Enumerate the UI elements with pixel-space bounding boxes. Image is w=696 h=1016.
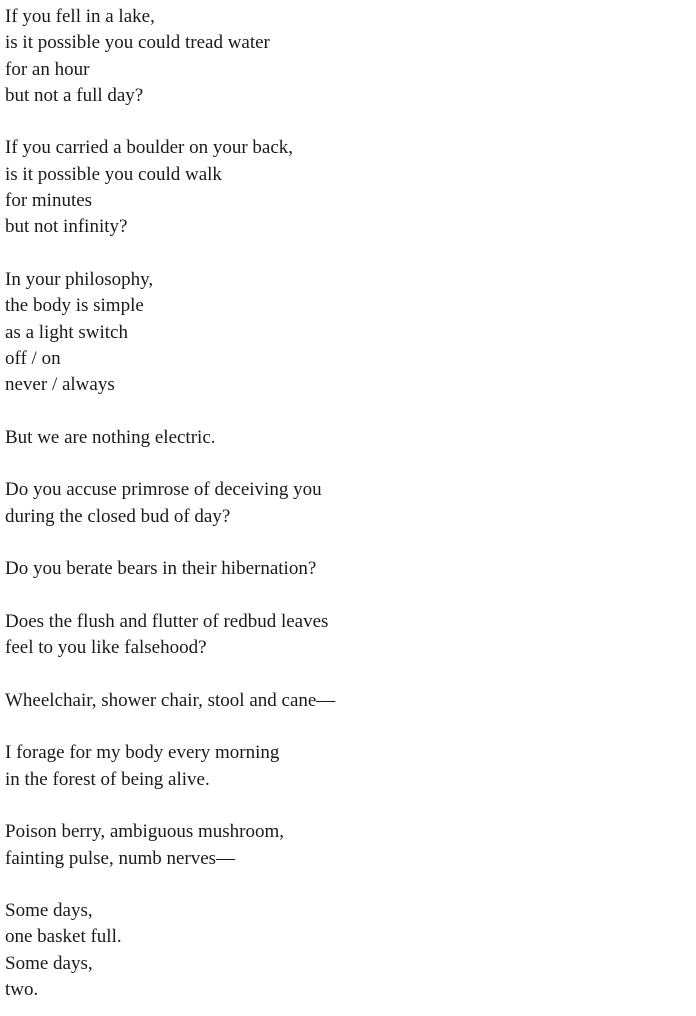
poem-line: Does the flush and flutter of redbud leaves [5,610,329,632]
stanza-2 [5,135,685,240]
poem-line: for an hour [5,58,90,80]
poem-line: Wheelchair, shower chair, stool and cane— [5,689,336,711]
stanza-8 [5,688,685,714]
stanza-9 [5,740,685,793]
stanza-5 [5,477,685,530]
poem-text [5,4,685,1003]
poem-line: Poison berry, ambiguous mushroom, [5,821,285,843]
poem-line: but not a full day? [5,84,144,106]
poem-line: If you fell in a lake, [5,6,155,27]
stanza-4 [5,425,685,451]
poem-line: off / on [5,347,61,369]
poem-line: the body is simple [5,295,144,317]
poem-line: in the forest of being alive. [5,768,210,790]
stanza-7 [5,609,685,662]
poem-line: but not infinity? [5,216,128,238]
poem-line: Some days, [5,900,93,922]
poem-line: Do you berate bears in their hibernation? [5,558,317,580]
poem-line: two. [5,978,39,1000]
poem-line: is it possible you could tread water [5,32,270,54]
poem-line: I forage for my body every morning [5,742,280,764]
poem-line: Some days, [5,952,93,974]
poem-line: during the closed bud of day? [5,505,231,527]
poem-line: fainting pulse, numb nerves— [5,847,236,869]
stanza-11 [5,898,685,1003]
poem-line: for minutes [5,190,93,212]
poem-line: is it possible you could walk [5,163,222,185]
poem-line: as a light switch [5,321,128,343]
poem-line: But we are nothing electric. [5,426,216,448]
stanza-1 [5,4,685,109]
stanza-10 [5,819,685,872]
poem-line: never / always [5,374,115,396]
stanza-6 [5,556,685,582]
poem-line: one basket full. [5,926,122,948]
stanza-3 [5,267,685,398]
poem-line: If you carried a boulder on your back, [5,137,294,159]
poem-line: Do you accuse primrose of deceiving you [5,479,322,501]
poem-line: feel to you like falsehood? [5,637,207,659]
poem-line: In your philosophy, [5,268,154,290]
